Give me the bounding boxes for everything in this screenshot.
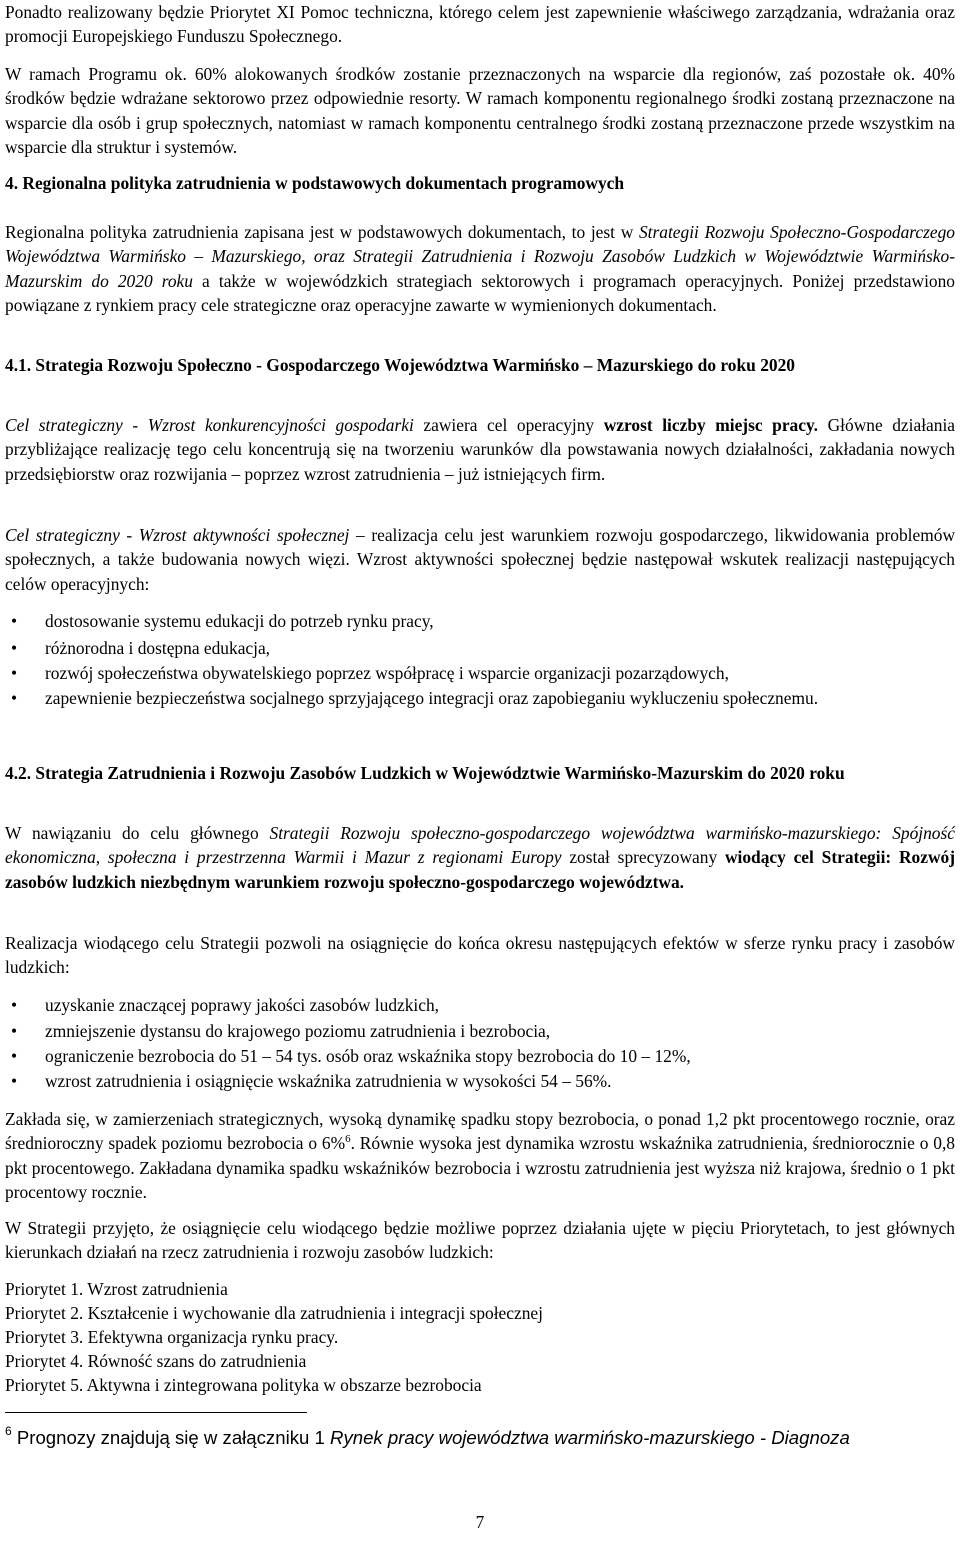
section-4-2-paragraph-3: Zakłada się, w zamierzeniach strategicznych, wysoką dynamikę spadku stopy bezrobocia, o ponad 1,2 pkt procentowego rocznie, oraz średnioroczny spadek poziomu bezrobocia o 6%$^6$. Równie wysoka jest dynamika wzrostu wskaźnika zatrudnienia, średniorocznie o 0,8 pkt procentowego. Zakładana dynamika spadku wskaźników bezrobocia i wzrostu zatrudnienia jest wyższa niż krajowa, średnio o 1 pkt procentowy rocznie. <box>5 1109 955 1202</box>
section-4-heading: 4. Regionalna polityka zatrudnienia w podstawowych dokumentach programowych <box>5 173 625 193</box>
section-4-1-heading: 4.1. Strategia Rozwoju Społeczno - Gospodarczego Województwa Warmińsko – Mazurskiego do roku 2020 <box>5 355 795 375</box>
intro-paragraph-2: W ramach Programu ok. 60% alokowanych środków zostanie przeznaczonych na wsparcie dla regionów, zaś pozostałe ok. 40% środków będzie wdrażane sektorowo przez odpowiednie resorty. W ramach komponentu regionalnego środki zostaną przeznaczone na wsparcie dla osób i grup społecznych, natomiast w ramach komponentu centralnego środki zostaną przeznaczone przede wszystkim na wsparcie dla struktur i systemów. <box>5 64 955 157</box>
bullet-icon: • <box>11 611 18 631</box>
bullet-icon: • <box>11 688 18 708</box>
section-4-1-paragraph-2: Cel strategiczny - Wzrost aktywności społecznej – realizacja celu jest warunkiem rozwoju gospodarczego, likwidowania problemów społecznych, a także budowania nowych więzi. Wzrost aktywności społecznej będzie następował wskutek realizacji następujących celów operacyjnych: <box>5 525 956 594</box>
section-4-1-paragraph-1: Cel strategiczny - Wzrost konkurencyjności gospodarki zawiera cel operacyjny wzrost liczby miejsc pracy. Główne działania przybliżające realizację tego celu koncentrują się na tworzeniu warunków dla powstawania nowych działalności, zakładania nowych przedsiębiorstw oraz rozwijania – poprzez wzrost zatrudnienia – już istniejących firm. <box>5 415 955 484</box>
list-item: Priorytet 5. Aktywna i zintegrowana polityka w obszarze bezrobocia <box>5 1375 482 1395</box>
bullet-icon: • <box>11 995 18 1015</box>
list-item: Priorytet 1. Wzrost zatrudnienia <box>5 1279 228 1299</box>
section-4-2-paragraph-1: W nawiązaniu do celu głównego Strategii Rozwoju społeczno-gospodarczego województwa warmińsko-mazurskiego: Spójność ekonomiczna, społeczna i przestrzenna Warmii i Mazur z regionami Europy został sprecyzowany wiodący cel Strategii: Rozwój zasobów ludzkich niezbędnym warunkiem rozwoju społeczno-gospodarczego województwa. <box>5 823 955 892</box>
bullet-icon: • <box>11 638 18 658</box>
section-4-paragraph: Regionalna polityka zatrudnienia zapisana jest w podstawowych dokumentach, to jest w Strategii Rozwoju Społeczno-Gospodarczego Województwa Warmińsko – Mazurskiego, oraz Strategii Zatrudnienia i Rozwoju Zasobów Ludzkich w Województwie Warmińsko-Mazurskim do 2020 roku a także w wojewódzkich strategiach sektorowych i programach operacyjnych. Poniżej przedstawiono powiązane z rynkiem pracy cele strategiczne oraz operacyjne zawarte w wymienionych dokumentach. <box>5 222 955 315</box>
section-4-2-heading: 4.2. Strategia Zatrudnienia i Rozwoju Zasobów Ludzkich w Województwie Warmińsko-Mazurskim do 2020 roku <box>5 763 845 783</box>
intro-paragraph-1: Ponadto realizowany będzie Priorytet XI Pomoc techniczna, którego celem jest zapewnienie właściwego zarządzania, wdrażania oraz promocji Europejskiego Funduszu Społecznego. <box>5 2 955 47</box>
bullet-icon: • <box>11 1046 18 1066</box>
document-page: Ponadto realizowany będzie Priorytet XI Pomoc techniczna, którego celem jest zapewnienie właściwego zarządzania, wdrażania oraz promocji Europejskiego Funduszu Społecznego. W ramach Programu ok. 60% alokowanych środków zostanie przeznaczonych na wsparcie dla regionów, zaś pozostałe ok. 40% środków będzie wdrażane sektorowo przez odpowiednie resorty. W ramach komponentu regionalnego środki zostaną przeznaczone na wsparcie dla osób i grup społecznych, natomiast w ramach komponentu centralnego środki zostaną przeznaczone przede wszystkim na wsparcie dla struktur i systemów. 4. Regionalna polityka zatrudnienia w podstawowych dokumentach programowych Regionalna polityka zatrudnienia zapisana jest w podstawowych dokumentach, to jest w Strategii Rozwoju Społeczno-Gospodarczego Województwa Warmińsko – Mazurskiego, oraz Strategii Zatrudnienia i Rozwoju Zasobów Ludzkich w Województwie Warmińsko-Mazurskim do 2020 roku a także w wojewódzkich strategiach sektorowych i programach operacyjnych. Poniżej przedstawiono powiązane z rynkiem pracy cele strategiczne oraz operacyjne zawarte w wymienionych dokumentach. 4.1. Strategia Rozwoju Społeczno - Gospodarczego Województwa Warmińsko – Mazurskiego do roku 2020 Cel strategiczny - Wzrost konkurencyjności gospodarki zawiera cel operacyjny wzrost liczby miejsc pracy. Główne działania przybliżające realizację tego celu koncentrują się na tworzeniu warunków dla powstawania nowych działalności, zakładania nowych przedsiębiorstw oraz rozwijania – poprzez wzrost zatrudnienia – już istniejących firm. Cel strategiczny - Wzrost aktywności społecznej – realizacja celu jest warunkiem rozwoju gospodarczego, likwidowania problemów społecznych, a także budowania nowych więzi. Wzrost aktywności społecznej będzie następował wskutek realizacji następujących celów operacyjnych: • dostosowanie systemu edukacji do potrzeb rynku pracy, • różnorodna i dostępna edukacja, • rozwój społeczeństwa obywatelskiego poprzez współpracę i wsparcie organizacji pozarządowych, • zapewnienie bezpieczeństwa socjalnego sprzyjającego integracji oraz zapobieganiu wykluczeniu społecznemu. 4.2. Strategia Zatrudnienia i Rozwoju Zasobów Ludzkich w Województwie Warmińsko-Mazurskim do 2020 roku W nawiązaniu do celu głównego Strategii Rozwoju społeczno-gospodarczego województwa warmińsko-mazurskiego: Spójność ekonomiczna, społeczna i przestrzenna Warmii i Mazur z regionami Europy został sprecyzowany wiodący cel Strategii: Rozwój zasobów ludzkich niezbędnym warunkiem rozwoju społeczno-gospodarczego województwa. Realizacja wiodącego celu Strategii pozwoli na osiągnięcie do końca okresu następujących efektów w sferze rynku pracy i zasobów ludzkich: • uzyskanie znaczącej poprawy jakości zasobów ludzkich, • zmniejszenie dystansu do krajowego poziomu zatrudnienia i bezrobocia, • ograniczenie bezrobocia do 51 – 54 tys. osób oraz wskaźnika stopy bezrobocia do 10 – 12%, • wzrost zatrudnienia i osiągnięcie wskaźnika zatrudnienia w wysokości 54 – 56%. Zakłada się, w zamierzeniach strategicznych, wysoką dynamikę spadku stopy bezrobocia, o ponad 1,2 pkt procentowego rocznie, oraz średnioroczny spadek poziomu bezrobocia o 6%$^6$. Równie wysoka jest dynamika wzrostu wskaźnika zatrudnienia, średniorocznie o 0,8 pkt procentowego. Zakładana dynamika spadku wskaźników bezrobocia i wzrostu zatrudnienia jest wyższa niż krajowa, średnio o 1 pkt procentowy rocznie. W Strategii przyjęto, że osiągnięcie celu wiodącego będzie możliwe poprzez działania ujęte w pięciu Priorytetach, to jest głównych kierunkach działań na rzecz zatrudnienia i rozwoju zasobów ludzkich: Priorytet 1. Wzrost zatrudnienia Priorytet 2. Kształcenie i wychowanie dla zatrudnienia i integracji społecznej Priorytet 3. Efektywna organizacja rynku pracy. Priorytet 4. Równość szans do zatrudnienia Priorytet 5. Aktywna i zintegrowana polityka w obszarze bezrobocia $^6$ Prognozy znajdują się w załączniku 1 Rynek pracy województwa warmińsko-mazurskiego - Diagnoza 7 <box>0 0 960 1541</box>
list-item: Priorytet 3. Efektywna organizacja rynku pracy. <box>5 1327 339 1347</box>
page-number: 7 <box>475 1512 485 1532</box>
footnote-separator <box>5 1412 307 1413</box>
bullet-icon: • <box>11 663 18 683</box>
bullet-icon: • <box>11 1071 18 1091</box>
list-item: Priorytet 2. Kształcenie i wychowanie dla zatrudnienia i integracji społecznej <box>5 1303 543 1323</box>
section-4-2-paragraph-4: W Strategii przyjęto, że osiągnięcie celu wiodącego będzie możliwe poprzez działania ujęte w pięciu Priorytetach, to jest głównych kierunkach działań na rzecz zatrudnienia i rozwoju zasobów ludzkich: <box>5 1218 955 1263</box>
footnote-number: 6 <box>5 1424 12 1438</box>
footnote: $^6$ Prognozy znajdują się w załączniku 1 Rynek pracy województwa warmińsko-mazurskiego - Diagnoza <box>5 1424 850 1448</box>
bullet-icon: • <box>11 1021 18 1041</box>
footnote-reference: 6 <box>345 1133 351 1146</box>
list-item: Priorytet 4. Równość szans do zatrudnienia <box>5 1351 307 1371</box>
section-4-2-paragraph-2: Realizacja wiodącego celu Strategii pozwoli na osiągnięcie do końca okresu następujących efektów w sferze rynku pracy i zasobów ludzkich: <box>5 933 955 978</box>
